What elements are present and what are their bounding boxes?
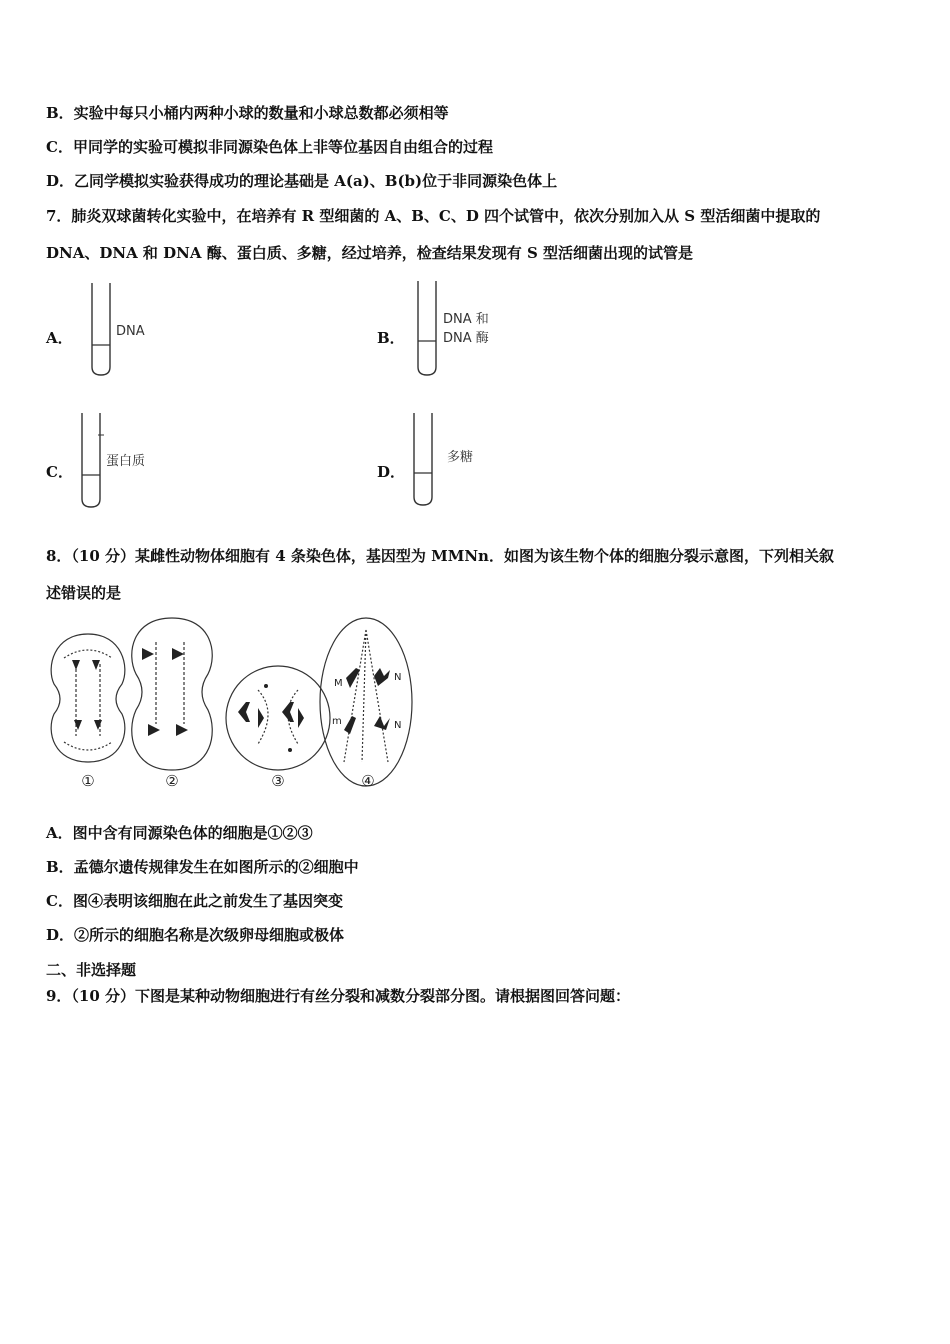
q6-option-d: D．乙同学模拟实验获得成功的理论基础是 A(a)、B(b)位于非同源染色体上: [46, 172, 558, 190]
q8-option-c: C．图④表明该细胞在此之前发生了基因突变: [46, 892, 343, 910]
gene-label-m: m: [332, 716, 342, 727]
cell-division-figure: [44, 612, 416, 792]
cell-2-membrane: [132, 618, 212, 770]
cell-1-membrane: [51, 634, 125, 762]
tube-c-label: 蛋白质: [106, 454, 146, 469]
gene-label-M: M: [334, 678, 343, 689]
test-tube-a: [88, 283, 118, 379]
test-tube-c: [78, 413, 108, 511]
tube-d-label: 多糖: [447, 450, 474, 465]
q7-stem-line2: DNA、DNA 和 DNA 酶、蛋白质、多糖，经过培养，检查结果发现有 S 型活细菌出现的试管是: [46, 244, 694, 262]
figure-label-3: ③: [271, 772, 285, 790]
q8-option-a: A．图中含有同源染色体的细胞是①②③: [46, 824, 313, 842]
gene-label-N-top: N: [394, 672, 402, 683]
figure-label-2: ②: [165, 772, 179, 790]
gene-label-N-bottom: N: [394, 720, 402, 731]
q7-stem-line1: 7．肺炎双球菌转化实验中，在培养有 R 型细菌的 A、B、C、D 四个试管中，依次分别加入从 S 型活细菌中提取的: [46, 207, 821, 225]
cell-3-membrane: [226, 666, 330, 770]
tube-b-label-line1: DNA 和: [443, 312, 489, 327]
tube-b-label-line2: DNA 酶: [443, 331, 489, 346]
q6-option-b: B．实验中每只小桶内两种小球的数量和小球总数都必须相等: [46, 104, 449, 122]
q7-option-b-label: B．: [377, 329, 405, 347]
figure-label-1: ①: [81, 772, 95, 790]
q8-stem-line2: 述错误的是: [46, 584, 122, 602]
q8-option-b: B．孟德尔遗传规律发生在如图所示的②细胞中: [46, 858, 359, 876]
q9-stem: 9．（10 分）下图是某种动物细胞进行有丝分裂和减数分裂部分图。请根据图回答问题：: [46, 987, 631, 1005]
section-heading: 二、非选择题: [46, 961, 137, 979]
test-tube-b: [414, 281, 444, 379]
figure-label-4: ④: [361, 772, 375, 790]
q6-option-c: C．甲同学的实验可模拟非同源染色体上非等位基因自由组合的过程: [46, 138, 493, 156]
q7-option-d-label: D．: [377, 463, 406, 481]
q8-stem-line1: 8．（10 分）某雌性动物体细胞有 4 条染色体，基因型为 MMNn．如图为该生物个体的细胞分裂示意图，下列相关叙: [46, 547, 834, 565]
q8-option-d: D．②所示的细胞名称是次级卵母细胞或极体: [46, 926, 345, 944]
q7-option-c-label: C．: [46, 463, 73, 481]
test-tube-d: [410, 413, 440, 509]
q7-option-a-label: A．: [46, 329, 73, 347]
tube-a-label: DNA: [116, 324, 145, 339]
